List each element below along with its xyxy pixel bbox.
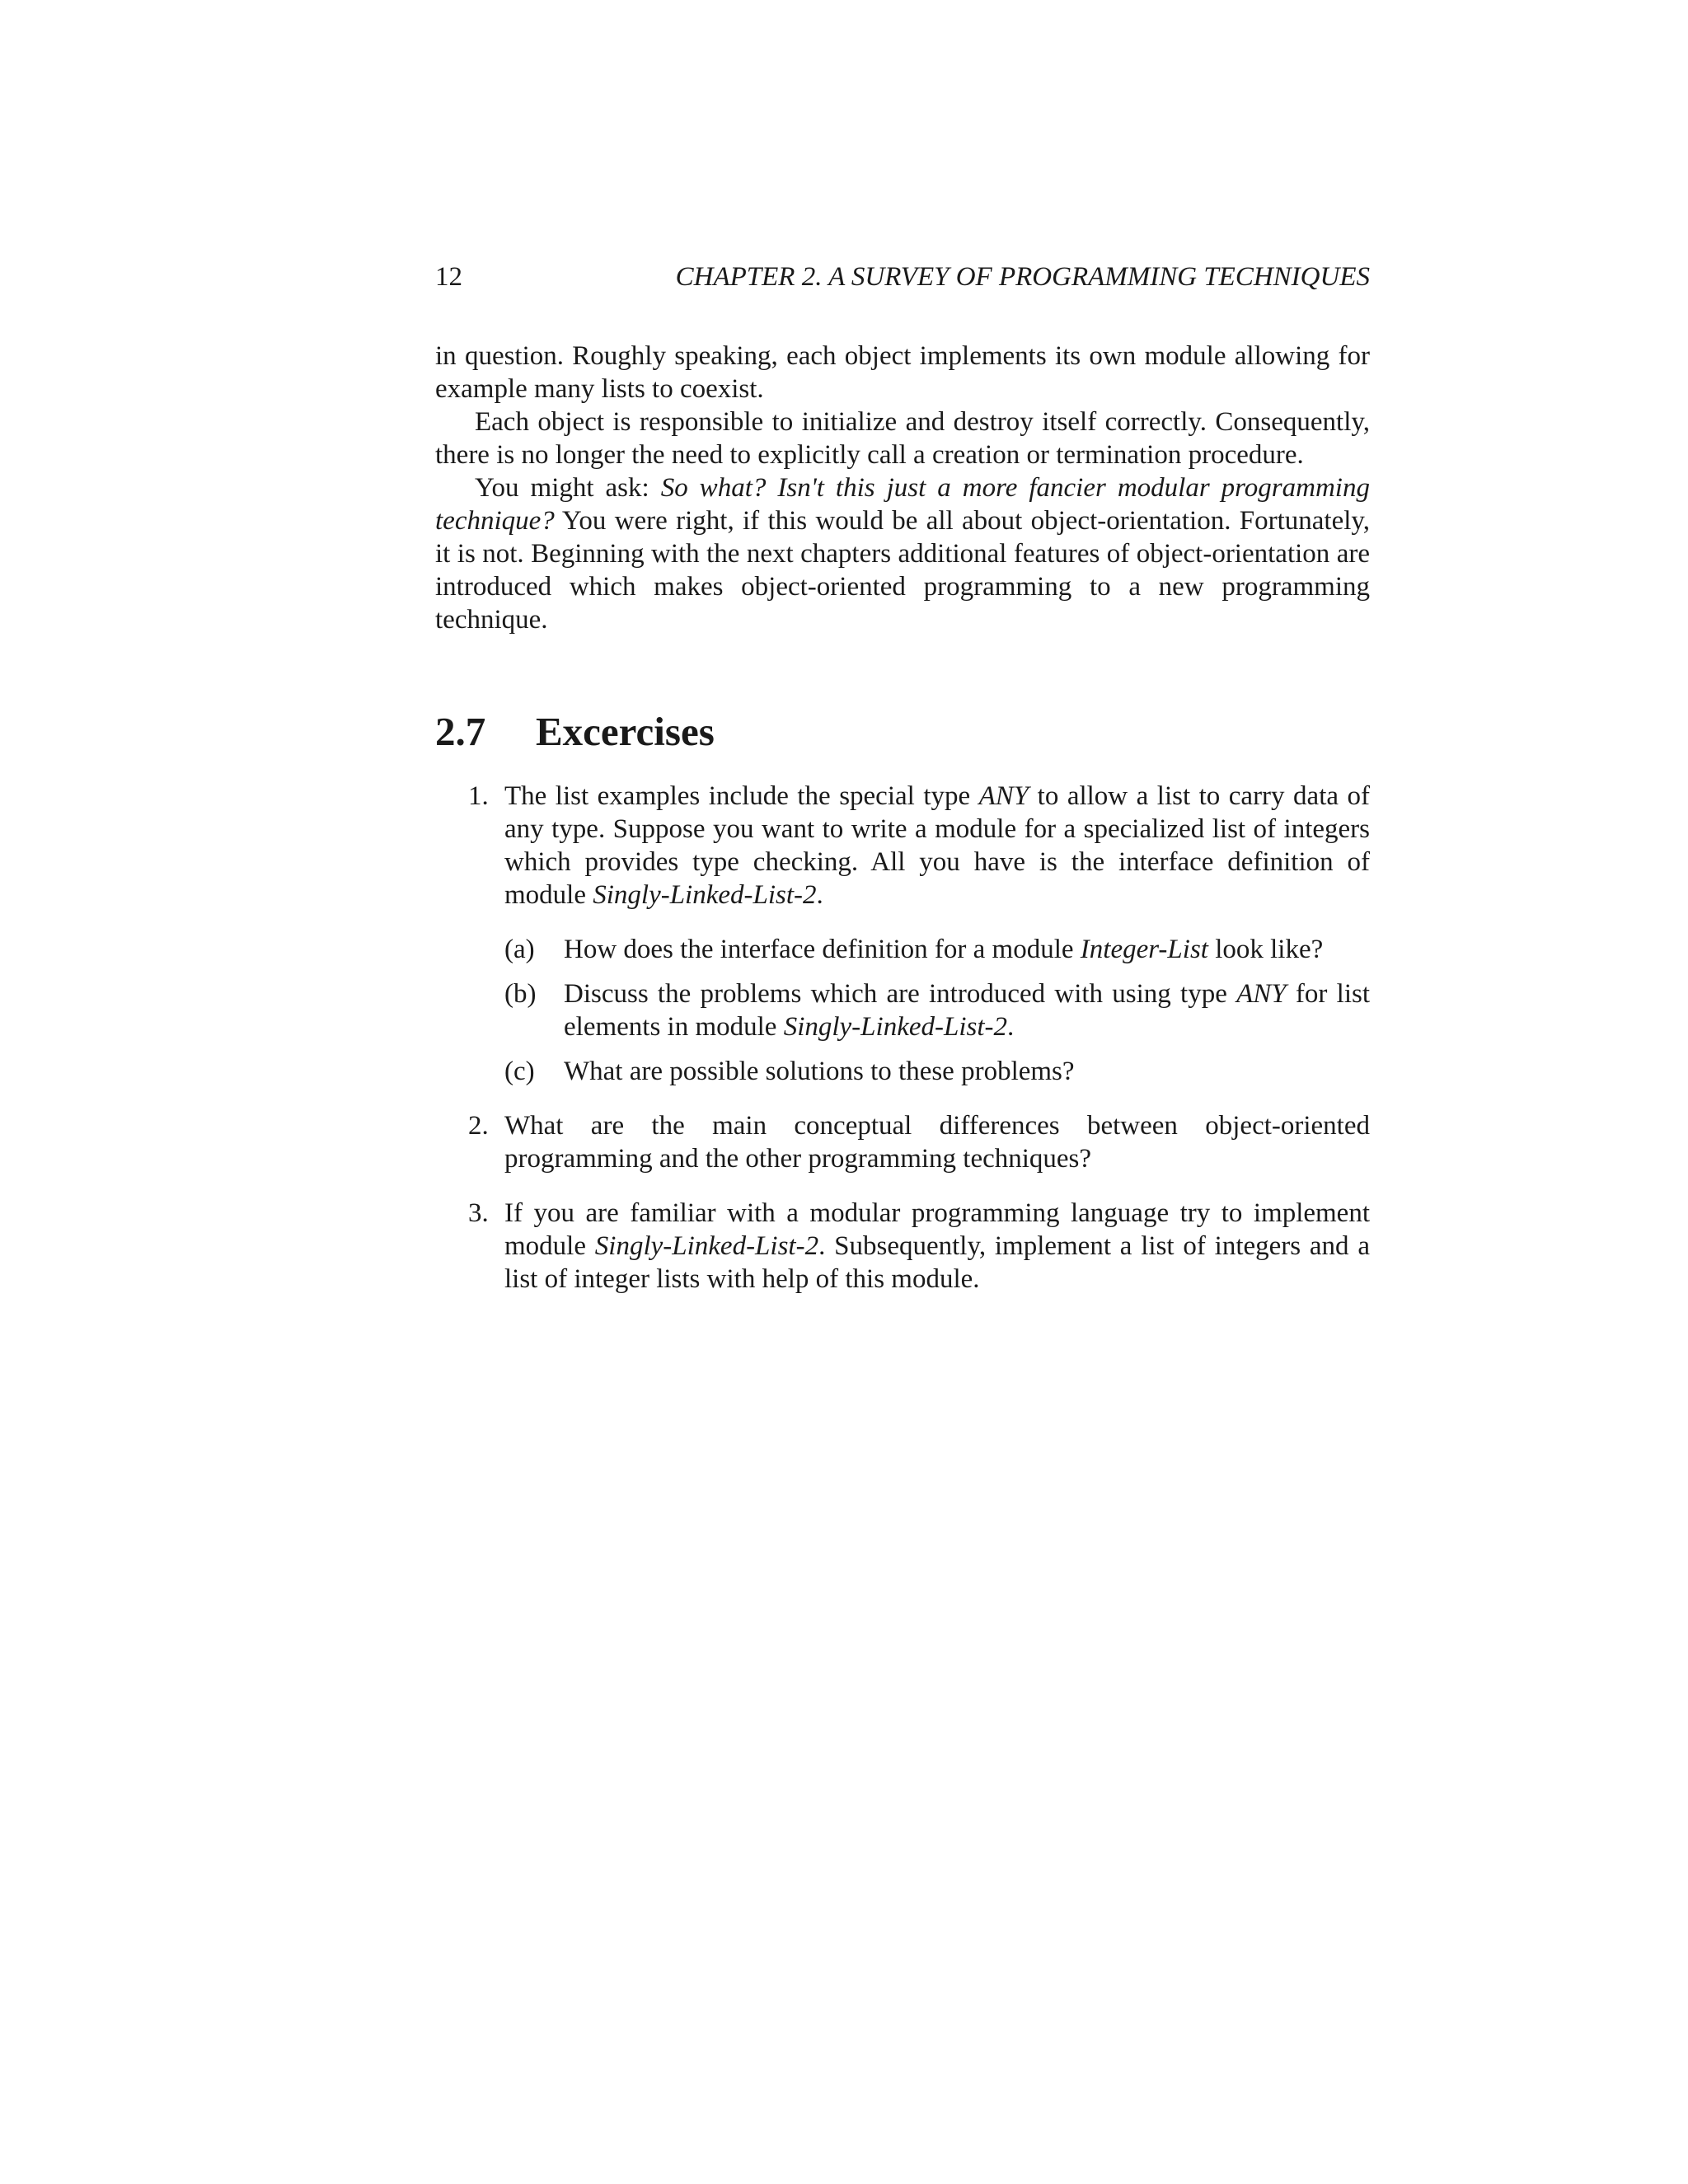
paragraph-text: You might ask: — [475, 473, 661, 503]
sub-exercise-item — [504, 933, 1370, 966]
text-run: The list examples include the special type — [504, 781, 979, 811]
list-marker: 1. — [468, 781, 489, 811]
paragraph-text: You were right, if this would be all about object-orientation. Fortunately, it is not. Beginning with the next chapters additional features of object-orientation are introduced which makes object-oriented programming to a new programming technique. — [435, 506, 1370, 635]
emphasis-text: So what? Isn't this just a more fancier modular programming technique? — [435, 473, 1370, 536]
section-number: 2.7 — [435, 709, 486, 754]
emphasis-text: Singly-Linked-List-2 — [783, 1012, 1008, 1042]
body-text — [435, 340, 1370, 636]
running-title: CHAPTER 2. A SURVEY OF PROGRAMMING TECHNIQUES — [675, 262, 1370, 292]
emphasis-text: Integer-List — [1080, 935, 1208, 964]
emphasis-text: Singly-Linked-List-2 — [594, 1231, 819, 1261]
page-number: 12 — [435, 262, 462, 292]
text-run: . Subsequently, implement a list of integers and a list of integer lists with help of this module. — [504, 1231, 1371, 1294]
exercise-text — [504, 780, 1370, 912]
text-run: How does the interface definition for a module — [564, 935, 1081, 964]
paragraph — [435, 471, 1370, 636]
emphasis-text: ANY — [978, 781, 1029, 811]
text-run: to allow a list to carry data of any type. Suppose you want to write a module for a specialized list of integers which provides type checking. All you have is the interface definition of module — [504, 781, 1370, 910]
paragraph — [435, 340, 1370, 405]
text-run: If you are familiar with a modular programming language try to implement module — [504, 1198, 1370, 1261]
exercise-text — [504, 1197, 1370, 1296]
text-run: . — [1007, 1012, 1015, 1042]
section-title: Excercises — [536, 709, 715, 754]
emphasis-text: Singly-Linked-List-2 — [593, 880, 817, 910]
section-heading — [435, 707, 715, 757]
exercise-item — [435, 780, 1370, 1088]
emphasis-text: ANY — [1236, 979, 1287, 1009]
list-marker: (a) — [504, 935, 535, 964]
sub-exercise-item — [504, 1055, 1370, 1088]
text-run: look like? — [1207, 935, 1324, 964]
exercise-list — [435, 780, 1370, 1296]
text-run: Discuss the problems which are introduced with using type — [564, 979, 1237, 1009]
sub-exercise-list — [504, 933, 1370, 1088]
sub-exercise-item — [504, 977, 1370, 1043]
paragraph-text: in question. Roughly speaking, each object implements its own module allowing for example many lists to coexist. — [435, 341, 1370, 404]
list-marker: (b) — [504, 979, 537, 1009]
exercise-item — [435, 1109, 1370, 1175]
list-marker: (c) — [504, 1057, 535, 1086]
text-run: What are possible solutions to these problems? — [564, 1057, 1075, 1086]
list-marker: 2. — [468, 1111, 489, 1141]
paragraph-text: Each object is responsible to initialize and destroy itself correctly. Consequently, there is no longer the need to explicitly call a creation or termination procedure. — [435, 407, 1370, 470]
list-marker: 3. — [468, 1198, 489, 1228]
text-run: . — [816, 880, 823, 910]
text-run: What are the main conceptual differences between object-oriented programming and the other programming techniques? — [504, 1111, 1370, 1174]
exercise-text — [504, 1109, 1370, 1175]
paragraph — [435, 405, 1370, 471]
text-run: for list elements in module — [564, 979, 1371, 1042]
exercise-item — [435, 1197, 1370, 1296]
